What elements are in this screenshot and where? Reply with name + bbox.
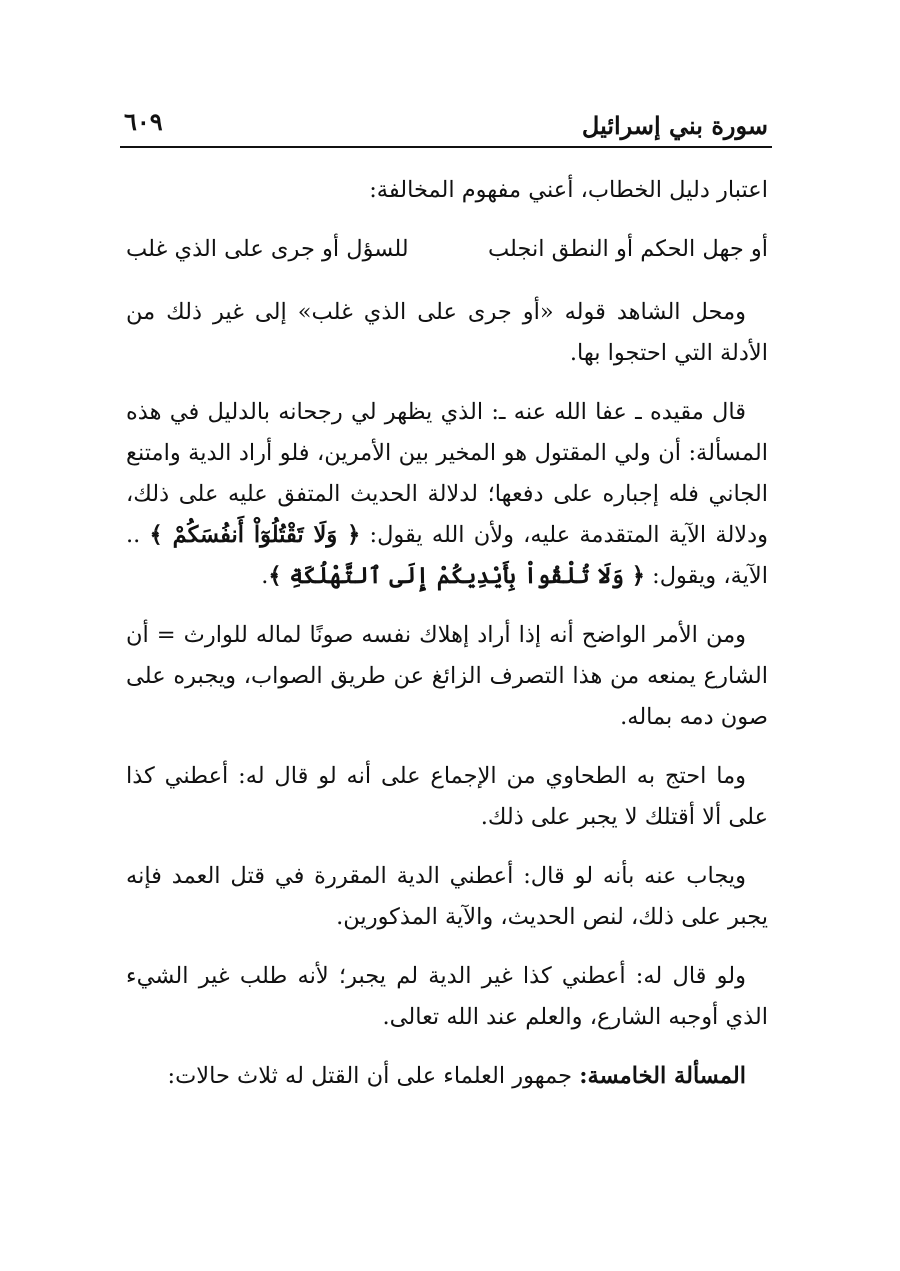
paragraph-intro: اعتبار دليل الخطاب، أعني مفهوم المخالفة: [369, 177, 768, 203]
paragraph-evidence: ومحل الشاهد قوله «أو جرى على الذي غلب» إلى غير ذلك من الأدلة التي احتجوا بها. [126, 299, 768, 366]
document-page [120, 0, 772, 1271]
issue-text: جمهور العلماء على أن القتل له ثلاث حالات: [167, 1063, 573, 1089]
paragraph-fifth-issue [126, 1056, 768, 1097]
paragraph-tahawi-argument: وما احتج به الطحاوي من الإجماع على أنه لو قال له: أعطني كذا على ألا أقتلك لا يجبر على ذلك. [126, 763, 768, 830]
paragraph-clear-matter: ومن الأمر الواضح أنه إذا أراد إهلاك نفسه صونًا لماله للوارث = أن الشارع يمنعه من هذا التصرف الزائغ عن طريق الصواب، ويجبره على صون دمه بماله. [126, 622, 768, 730]
issue-heading: المسألة الخامسة: [579, 1063, 746, 1089]
paragraph-author-opinion [126, 392, 768, 597]
running-title: سورة بني إسرائيل [581, 111, 768, 140]
page-number: ٦٠٩ [124, 107, 163, 136]
header-rule [120, 146, 772, 148]
opinion-end: . [261, 563, 269, 589]
opinion-mid-text: .. الآية، ويقول: [126, 522, 768, 589]
paragraph-non-diya: ولو قال له: أعطني كذا غير الدية لم يجبر؛ لأنه طلب غير الشيء الذي أوجبه الشارع، والعلم عند الله تعالى. [126, 963, 768, 1030]
paragraph-response: ويجاب عنه بأنه لو قال: أعطني الدية المقررة في قتل العمد فإنه يجبر على ذلك، لنص الحديث، والآية المذكورين. [126, 863, 768, 930]
page-body [126, 170, 768, 1115]
quran-quote-1: ﴿ وَلَا تَقْتُلُوٓاْ أَنفُسَكُمْ ﴾ [149, 522, 361, 548]
page-header [120, 108, 772, 148]
opinion-text: قال مقيده ـ عفا الله عنه ـ: الذي يظهر لي رجحانه بالدليل في هذه المسألة: أن ولي المقتول هو المخير بين الأمرين، فلو أراد الدية وامتنع الجاني فله إجباره على دفعها؛ لدلالة الحديث المتفق عليه على ذلك، ودلالة الآية المتقدمة عليه، ولأن الله يقول: [126, 399, 769, 548]
poetry-verse [126, 229, 768, 270]
verse-second-hemistich: للسؤل أو جرى على الذي غلب [126, 236, 409, 262]
quran-quote-2: ﴿ وَلَا تُلْقُواْ بِأَيْدِيكُمْ إِلَى ٱلتَّهْلُكَةِ ﴾ [268, 563, 645, 589]
verse-first-hemistich: أو جهل الحكم أو النطق انجلب [487, 236, 768, 262]
